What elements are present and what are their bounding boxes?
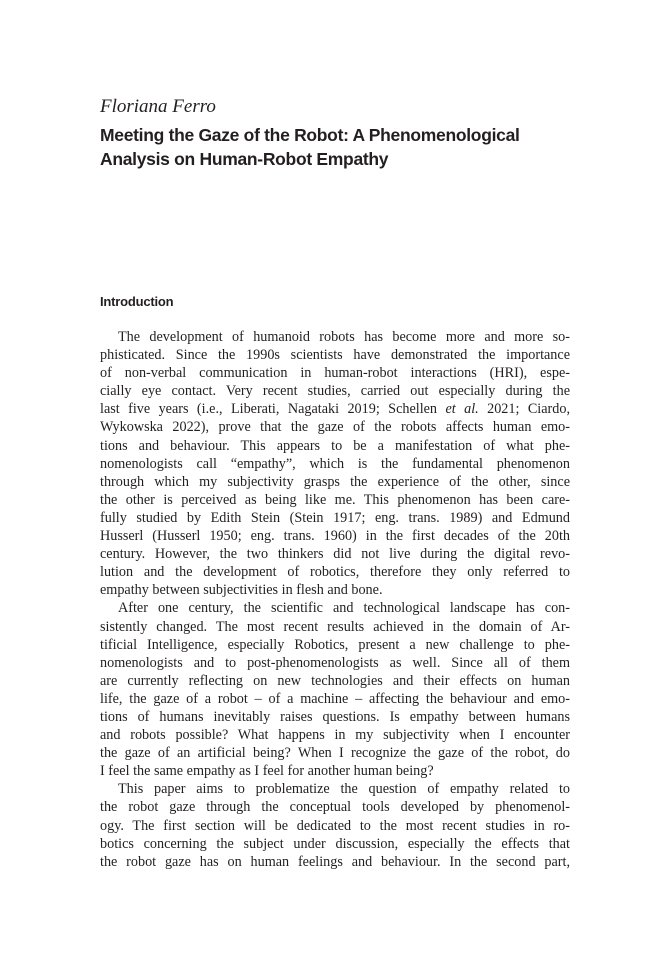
text-line: cially eye contact. Very recent studies, carried out especially during the [100, 383, 570, 400]
text-line: tions of humans inevitably raises questions. Is empathy between humans [100, 708, 570, 725]
text-line: the robot gaze has on human feelings and behaviour. In the second part, [100, 853, 570, 870]
text-line: the other is perceived as being like me. This phenomenon has been care- [100, 491, 570, 508]
text-line: fully studied by Edith Stein (Stein 1917; eng. trans. 1989) and Edmund [100, 509, 570, 526]
text-line: This paper aims to problematize the question of empathy related to [118, 781, 570, 798]
italic-citation: et al. [445, 401, 479, 418]
title-line: Analysis on Human-Robot Empathy [100, 149, 389, 169]
text-line: phisticated. Since the 1990s scientists have demonstrated the importance [100, 347, 570, 364]
text-line: and robots possible? What happens in my subjectivity when I encounter [100, 727, 570, 744]
text-line: tificial Intelligence, especially Robotics, present a new challenge to phe- [100, 636, 570, 653]
text-line: the robot gaze through the conceptual tools developed by phenomenol- [100, 799, 570, 816]
text-line: Wykowska 2022), prove that the gaze of the robots affects human emo- [100, 419, 570, 436]
text-line: nomenologists call “empathy”, which is the fundamental phenomenon [100, 455, 570, 472]
text-line: tions and behaviour. This appears to be a manifestation of what phe- [100, 437, 570, 454]
text-line: lution and the development of robotics, therefore they only referred to [100, 564, 570, 581]
text-line: the gaze of an artificial being? When I recognize the gaze of the robot, do [100, 745, 570, 762]
text-line: empathy between subjectivities in flesh and bone. [100, 582, 383, 599]
title-line: Meeting the Gaze of the Robot: A Phenomenological [100, 125, 520, 145]
text-line: century. However, the two thinkers did not live during the digital revo- [100, 546, 570, 563]
text-line-with-citation [100, 400, 570, 418]
body-text [100, 328, 570, 871]
text-line: nomenologists and to post-phenomenologists as well. Since all of them [100, 654, 570, 671]
text-line: sistently changed. The most recent results achieved in the domain of Ar- [100, 618, 570, 635]
text-line: ogy. The first section will be dedicated to the most recent studies in ro- [100, 817, 570, 834]
text-line: botics concerning the subject under discussion, especially the effects that [100, 835, 570, 852]
text-line: of non-verbal communication in human-robot interactions (HRI), espe- [100, 365, 570, 382]
section-heading: Introduction [100, 294, 174, 309]
text-line: through which my subjectivity grasps the experience of the other, since [100, 473, 570, 490]
text-line: Husserl (Husserl 1950; eng. trans. 1960) in the first decades of the 20th [100, 528, 570, 545]
text-line: life, the gaze of a robot – of a machine – affecting the behaviour and emo- [100, 690, 570, 707]
text-line: The development of humanoid robots has become more and more so- [118, 329, 570, 345]
article-title [100, 123, 580, 171]
text-line: I feel the same empathy as I feel for another human being? [100, 763, 434, 780]
author-name: Floriana Ferro [100, 96, 216, 117]
text-line: are currently reflecting on new technologies and their effects on human [100, 672, 570, 689]
text-fragment: 2021; Ciardo, [478, 401, 570, 418]
text-line: After one century, the scientific and technological landscape has con- [118, 600, 570, 617]
text-fragment: last five years (i.e., Liberati, Nagataki 2019; Schellen [100, 401, 446, 418]
